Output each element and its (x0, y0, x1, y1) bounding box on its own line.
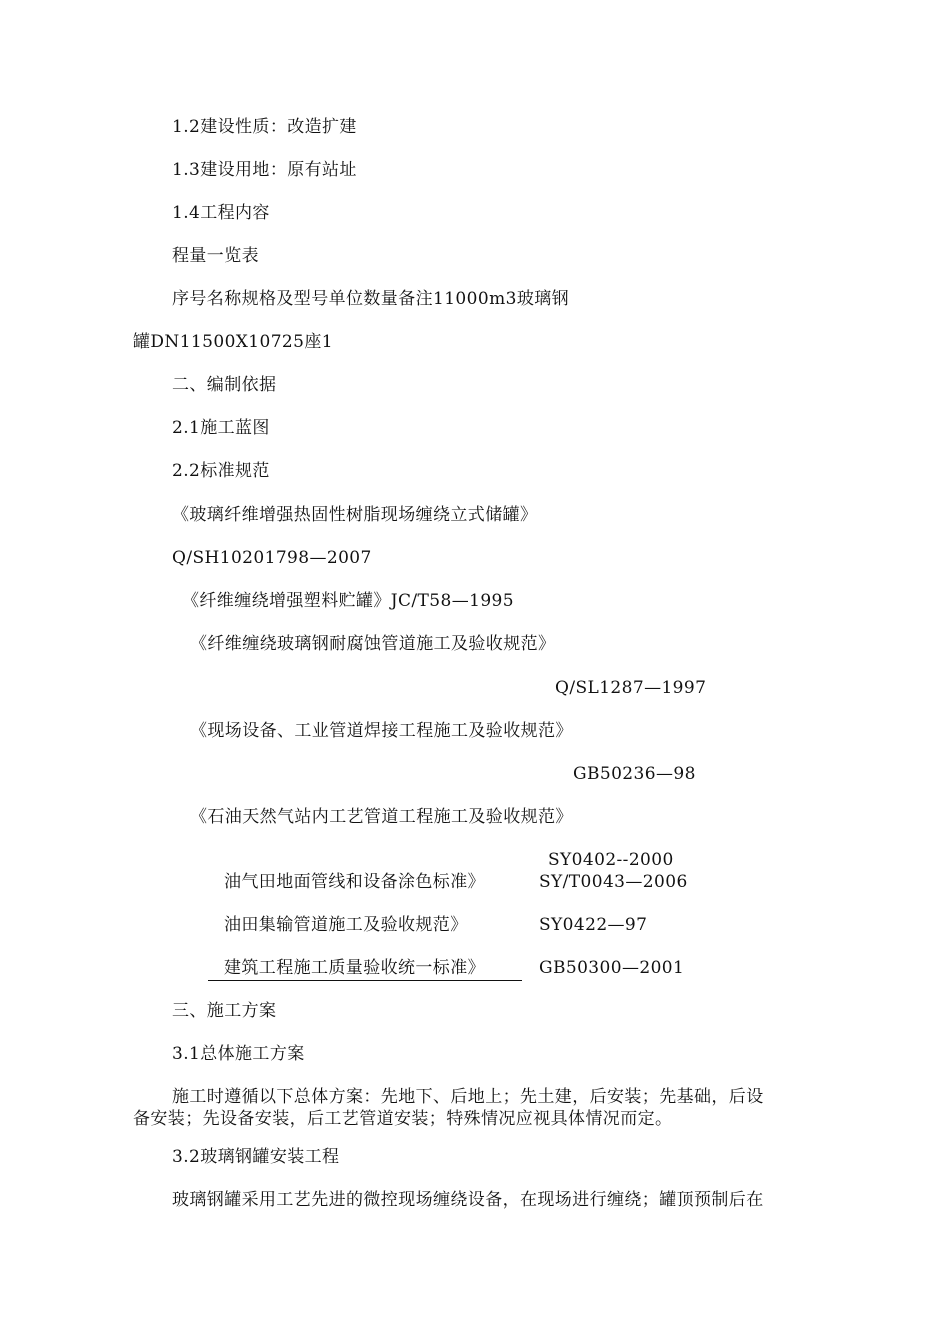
standard-5-title: 《石油天然气站内工艺管道工程施工及验收规范》 (190, 807, 573, 827)
standard-1-title: 《玻璃纤维增强热固性树脂现场缠绕立式储罐》 (172, 505, 538, 525)
quantity-table-row-1: 序号名称规格及型号单位数量备注11000m3玻璃钢 (172, 289, 570, 309)
paragraph-3-1-line-2: 备安装；先设备安装，后工艺管道安装；特殊情况应视具体情况而定。 (133, 1109, 673, 1129)
standard-7-title: 油田集输管道施工及验收规范》 (224, 915, 468, 935)
standard-4-title: 《现场设备、工业管道焊接工程施工及验收规范》 (190, 721, 573, 741)
section-2-heading: 二、编制依据 (172, 375, 277, 395)
heading-1-4: 1.4工程内容 (172, 203, 270, 223)
heading-3-2: 3.2玻璃钢罐安装工程 (172, 1147, 340, 1167)
section-3-heading: 三、施工方案 (172, 1001, 277, 1021)
standard-2: 《纤维缠绕增强塑料贮罐》JC/T58—1995 (182, 591, 514, 611)
standard-1-code: Q/SH10201798—2007 (172, 548, 372, 568)
heading-2-2: 2.2标准规范 (172, 461, 270, 481)
heading-1-2: 1.2建设性质：改造扩建 (172, 117, 357, 137)
standard-3-code: Q/SL1287—1997 (555, 678, 707, 698)
heading-3-1: 3.1总体施工方案 (172, 1044, 305, 1064)
paragraph-3-2-line-1: 玻璃钢罐采用工艺先进的微控现场缠绕设备，在现场进行缠绕；罐顶预制后在 (172, 1190, 764, 1210)
standard-7-code: SY0422—97 (539, 915, 648, 935)
heading-2-1: 2.1施工蓝图 (172, 418, 270, 438)
standard-8-code: GB50300—2001 (539, 958, 685, 978)
quantity-table-row-2: 罐DN11500X10725座1 (133, 332, 333, 352)
standard-8-title: 建筑工程施工质量验收统一标准》 (224, 958, 485, 978)
standard-3-title: 《纤维缠绕玻璃钢耐腐蚀管道施工及验收规范》 (190, 634, 556, 654)
quantity-table-title: 程量一览表 (172, 246, 259, 266)
standard-4-code: GB50236—98 (573, 764, 696, 784)
heading-1-3: 1.3建设用地：原有站址 (172, 160, 357, 180)
standard-6-code: SY/T0043—2006 (539, 872, 688, 892)
paragraph-3-1-line-1: 施工时遵循以下总体方案：先地下、后地上；先土建，后安装；先基础，后设 (172, 1087, 764, 1107)
standard-5-code: SY0402--2000 (548, 850, 674, 870)
standard-6-title: 油气田地面管线和设备涂色标准》 (224, 872, 485, 892)
